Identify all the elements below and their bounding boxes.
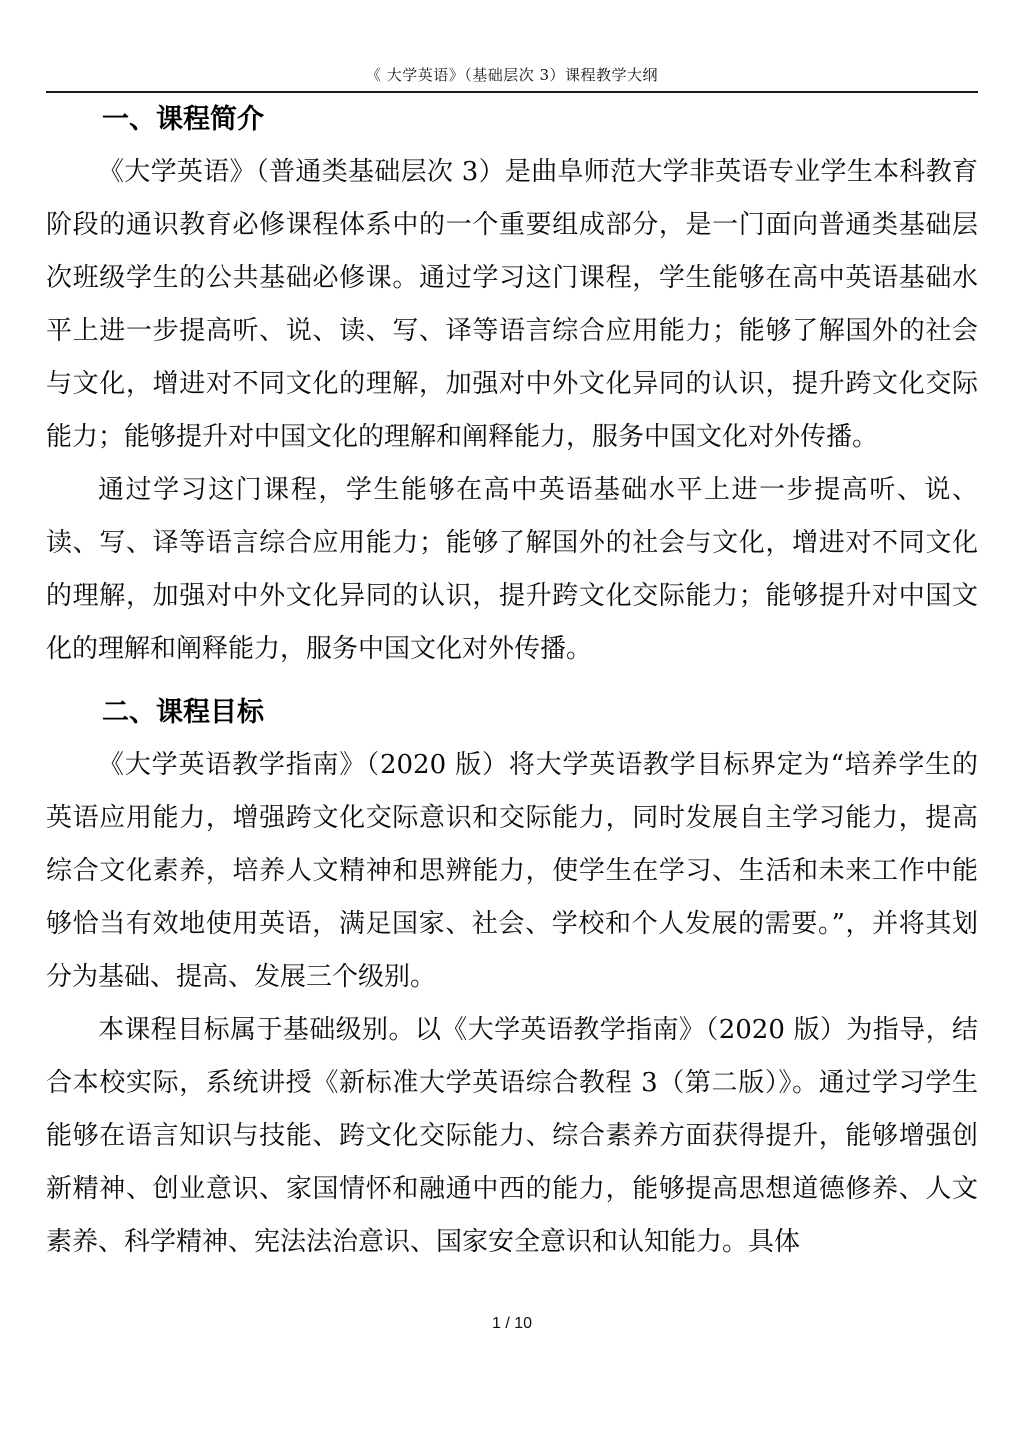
page-header <box>46 0 978 85</box>
document-body <box>46 93 978 1269</box>
header-title: 《 大学英语》（基础层次 3）课程教学大纲 <box>365 66 659 84</box>
page-footer <box>0 1315 1024 1333</box>
paragraph-course-objectives-2: 本课程目标属于基础级别。以《大学英语教学指南》（2020 版）为指导，结合本校实际，系统讲授《新标准大学英语综合教程 3（第二版）》。通过学习学生能够在语言知识与技能、跨文化交际能力、综合素养方面获得提升，能够增强创新精神、创业意识、家国情怀和融通中西的能力，能够提高思想道德修养、人文素养、科学精神、宪法法治意识、国家安全意识和认知能力。具体 <box>46 1015 978 1257</box>
section-heading-course-objectives: 二、课程目标 <box>102 697 264 728</box>
paragraph-course-intro-1: 《大学英语》（普通类基础层次 3）是曲阜师范大学非英语专业学生本科教育阶段的通识教育必修课程体系中的一个重要组成部分，是一门面向普通类基础层次班级学生的公共基础必修课。通过学习这门课程，学生能够在高中英语基础水平上进一步提高听、说、读、写、译等语言综合应用能力；能够了解国外的社会与文化，增进对不同文化的理解，加强对中外文化异同的认识，提升跨文化交际能力；能够提升对中国文化的理解和阐释能力，服务中国文化对外传播。 <box>46 157 978 452</box>
paragraph-course-intro-2: 通过学习这门课程，学生能够在高中英语基础水平上进一步提高听、说、读、写、译等语言综合应用能力；能够了解国外的社会与文化，增进对不同文化的理解，加强对中外文化异同的认识，提升跨文化交际能力；能够提升对中国文化的理解和阐释能力，服务中国文化对外传播。 <box>46 475 978 664</box>
paragraph-course-objectives-1: 《大学英语教学指南》（2020 版）将大学英语教学目标界定为“培养学生的英语应用能力，增强跨文化交际意识和交际能力，同时发展自主学习能力，提高综合文化素养，培养人文精神和思辨能力，使学生在学习、生活和未来工作中能够恰当有效地使用英语，满足国家、社会、学校和个人发展的需要。”，并将其划分为基础、提高、发展三个级别。 <box>46 750 978 992</box>
section-heading-course-intro: 一、课程简介 <box>102 104 264 135</box>
page-number: 1 / 10 <box>491 1315 533 1332</box>
